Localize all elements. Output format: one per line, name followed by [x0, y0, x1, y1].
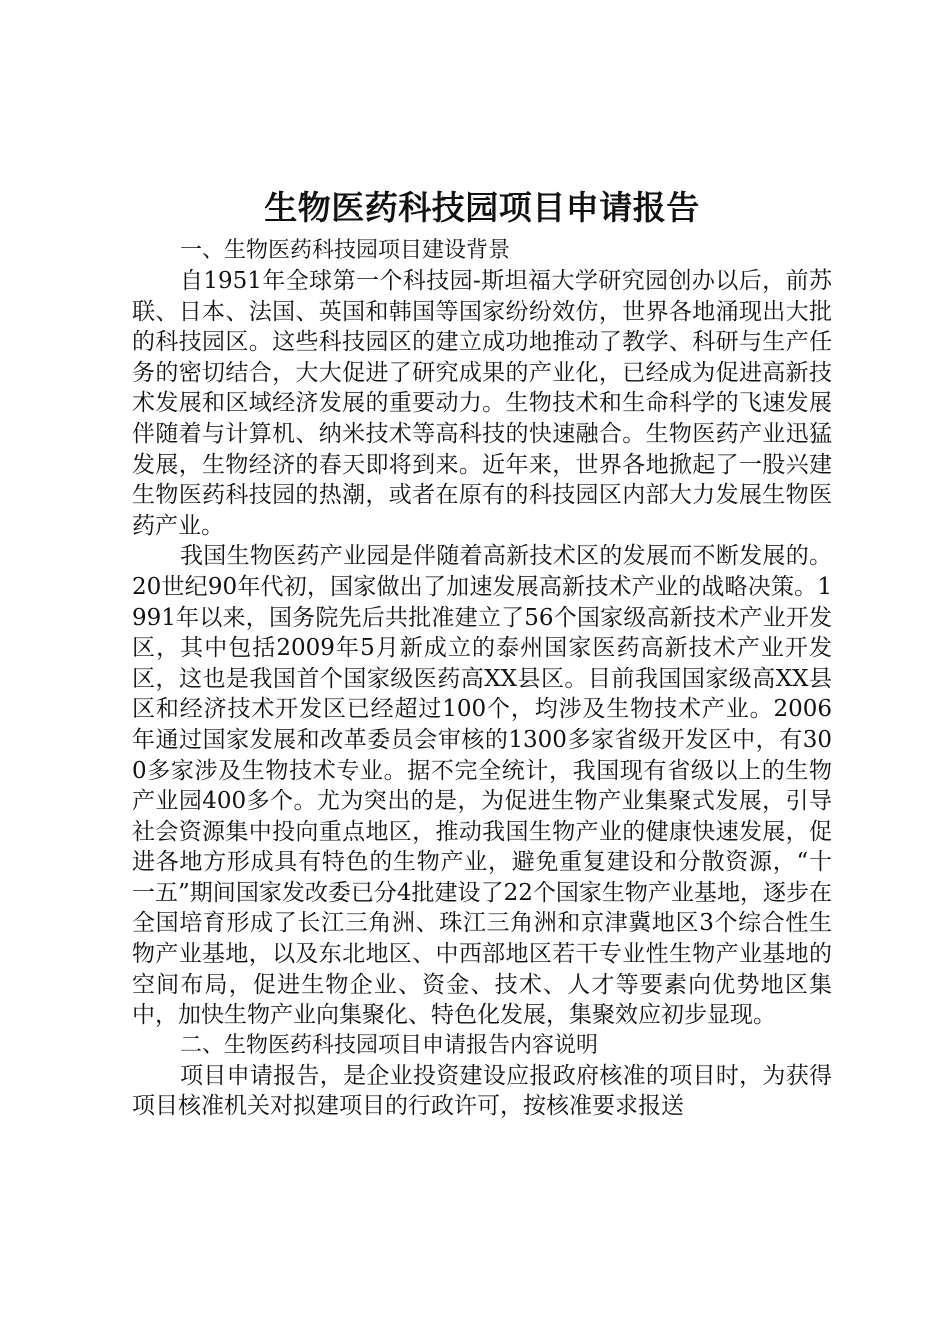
- section-2-paragraph-1: 项目申请报告，是企业投资建设应报政府核准的项目时，为获得项目核准机关对拟建项目的行政许可，按核准要求报送: [132, 1062, 832, 1120]
- section-1-paragraph-1: 自1951年全球第一个科技园-斯坦福大学研究园创办以后，前苏联、日本、法国、英国和韩国等国家纷纷效仿，世界各地涌现出大批的科技园区。这些科技园区的建立成功地推动了教学、科研与生产任务的密切结合，大大促进了研究成果的产业化，已经成为促进高新技术发展和区域经济发展的重要动力。生物技术和生命科学的飞速发展伴随着与计算机、纳米技术等高科技的快速融合。生物医药产业迅猛发展，生物经济的春天即将到来。近年来，世界各地掀起了一股兴建生物医药科技园的热潮，或者在原有的科技园区内部大力发展生物医药产业。: [132, 268, 832, 539]
- section-2-heading: 二、生物医药科技园项目申请报告内容说明: [180, 1032, 599, 1058]
- document-title: 生物医药科技园项目申请报告: [264, 188, 700, 227]
- section-1-paragraph-2: 我国生物医药产业园是伴随着高新技术区的发展而不断发展的。20世纪90年代初，国家做出了加速发展高新技术产业的战略决策。1991年以来，国务院先后共批准建立了56个国家级高新技术产业开发区，其中包括2009年5月新成立的泰州国家医药高新技术产业开发区，这也是我国首个国家级医药高XX县区。目前我国国家级高XX县区和经济技术开发区已经超过100个，均涉及生物技术产业。2006年通过国家发展和改革委员会审核的1300多家省级开发区中，有300多家涉及生物技术专业。据不完全统计，我国现有省级以上的生物产业园400多个。尤为突出的是，为促进生物产业集聚式发展，引导社会资源集中投向重点地区，推动我国生物产业的健康快速发展，促进各地方形成具有特色的生物产业，避免重复建设和分散资源，“十一五”期间国家发改委已分4批建设了22个国家生物产业基地，逐步在全国培育形成了长江三角洲、珠江三角洲和京津冀地区3个综合性生物产业基地，以及东北地区、中西部地区若干专业性生物产业基地的空间布局，促进生物企业、资金、技术、人才等要素向优势地区集中，加快生物产业向集聚化、特色化发展，集聚效应初步显现。: [132, 543, 832, 1029]
- document-page: [132, 184, 832, 1122]
- section-1-heading: 一、生物医药科技园项目建设背景: [180, 238, 511, 263]
